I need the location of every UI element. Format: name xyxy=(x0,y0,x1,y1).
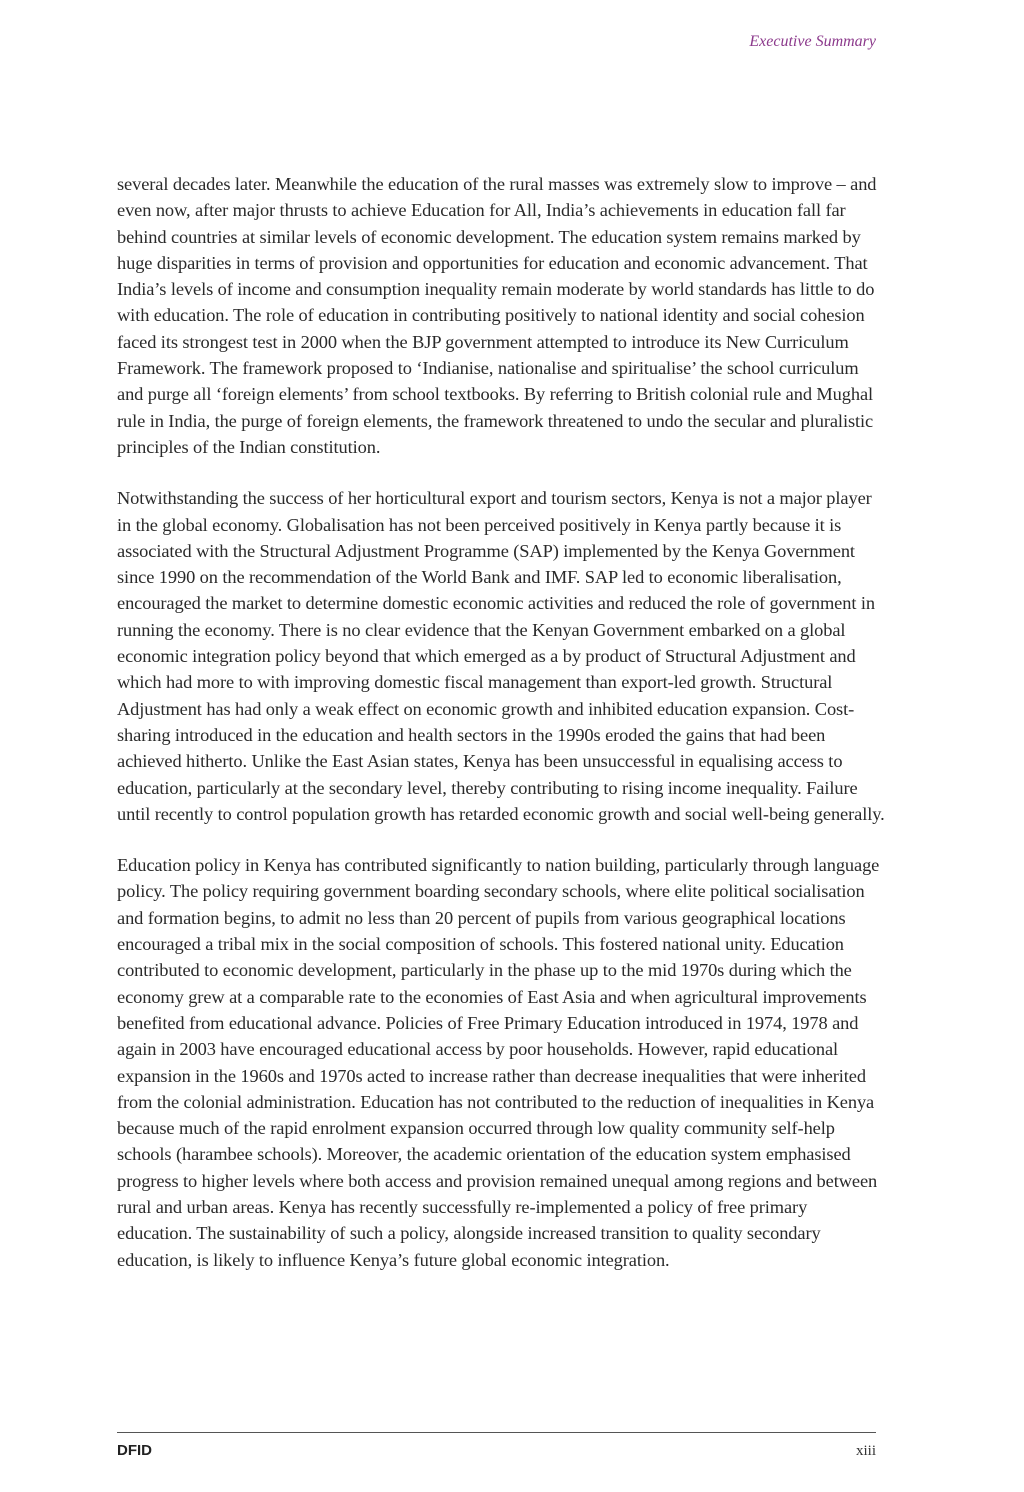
footer-divider xyxy=(117,1432,876,1433)
paragraph-kenya-education-policy: Education policy in Kenya has contributed significantly to nation building, particularly through language policy. The policy requiring government boarding secondary schools, where elite political socialisation and formation begins, to admit no less than 20 percent of pupils from various geographical locations encouraged a tribal mix in the social composition of schools. This fostered national unity. Education contributed to economic development, particularly in the phase up to the mid 1970s during which the economy grew at a comparable rate to the economies of East Asia and when agricultural improvements benefited from educational advance. Policies of Free Primary Education introduced in 1974, 1978 and again in 2003 have encouraged educational access by poor households. However, rapid educational expansion in the 1960s and 1970s acted to increase rather than decrease inequalities that were inherited from the colonial administration. Education has not contributed to the reduction of inequalities in Kenya because much of the rapid enrolment expansion occurred through low quality community self-help schools (harambee schools). Moreover, the academic orientation of the education system emphasised progress to higher levels where both access and provision remained unequal among regions and between rural and urban areas. Kenya has recently successfully re-implemented a policy of free primary education. The sustainability of such a policy, alongside increased transition to quality secondary education, is likely to influence Kenya’s future global economic integration. xyxy=(117,855,880,1270)
paragraph-kenya-globalisation: Notwithstanding the success of her horticultural export and tourism sectors, Kenya is not a major player in the global economy. Globalisation has not been perceived positively in Kenya partly because it is associated with the Structural Adjustment Programme (SAP) implemented by the Kenya Government since 1990 on the recommendation of the World Bank and IMF. SAP led to economic liberalisation, encouraged the market to determine domestic economic activities and reduced the role of government in running the economy. There is no clear evidence that the Kenyan Government embarked on a global economic integration policy beyond that which emerged as a by product of Structural Adjustment and which had more to with improving domestic fiscal management than export-led growth. Structural Adjustment has had only a weak effect on economic growth and inhibited education expansion. Cost-sharing introduced in the education and health sectors in the 1990s eroded the gains that had been achieved hitherto. Unlike the East Asian states, Kenya has been unsuccessful in equalising access to education, particularly at the secondary level, thereby contributing to rising income inequality. Failure until recently to control population growth has retarded economic growth and social well-being generally. xyxy=(117,488,885,824)
body-text xyxy=(117,171,885,1298)
paragraph-india-education: several decades later. Meanwhile the education of the rural masses was extremely slow to improve – and even now, after major thrusts to achieve Education for All, India’s achievements in education fall far behind countries at similar levels of economic development. The education system remains marked by huge disparities in terms of provision and opportunities for education and economic advancement. That India’s levels of income and consumption inequality remain moderate by world standards has little to do with education. The role of education in contributing positively to national identity and social cohesion faced its strongest test in 2000 when the BJP government attempted to introduce its New Curriculum Framework. The framework proposed to ‘Indianise, nationalise and spiritualise’ the school curriculum and purge all ‘foreign elements’ from school textbooks. By referring to British colonial rule and Mughal rule in India, the purge of foreign elements, the framework threatened to undo the secular and pluralistic principles of the Indian constitution. xyxy=(117,174,877,457)
running-header-title: Executive Summary xyxy=(749,33,876,50)
page-number: xiii xyxy=(855,1443,876,1459)
footer-publisher: DFID xyxy=(117,1442,152,1459)
